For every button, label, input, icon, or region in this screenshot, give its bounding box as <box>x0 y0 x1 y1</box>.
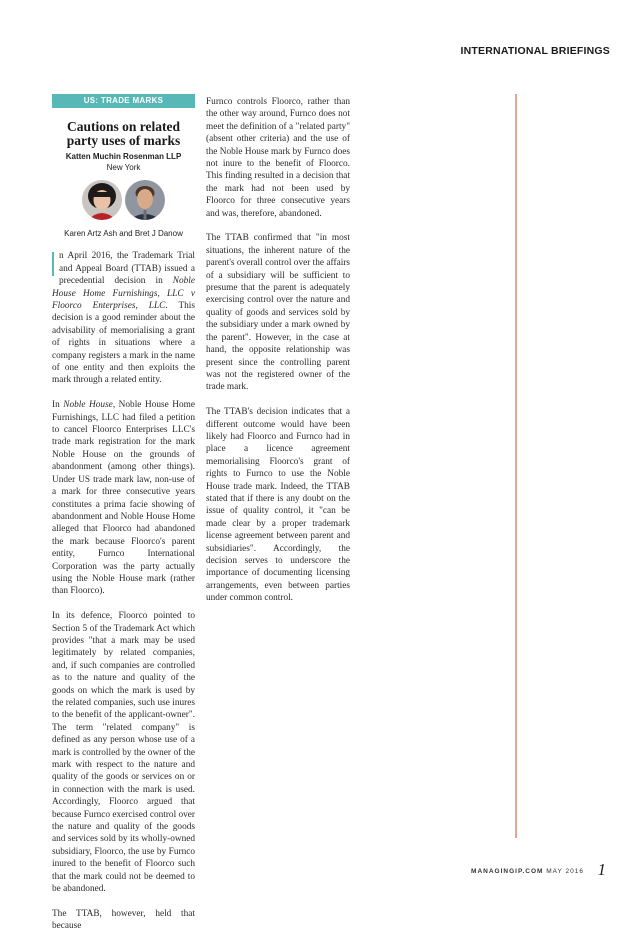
dropcap-bar <box>52 252 54 276</box>
author-names: Karen Artz Ash and Bret J Danow <box>64 229 183 238</box>
paragraph: The TTAB, however, held that because <box>52 908 195 932</box>
section-tag: US: TRADE MARKS <box>52 94 195 108</box>
author-photo-bret <box>125 180 165 220</box>
paragraph: The TTAB confirmed that "in most situations, the inherent nature of the parent's overall control over the affairs of a subsidiary will be sufficient to presume that the parent is adequately exercising control over the nature and quality of goods and services sold by the subsidiary under a mark owned by the parent". However, in the case at hand, the opposite relationship was present since the controlling parent was not the registered owner of the trade mark. <box>206 233 350 393</box>
article-headline: Cautions on related party uses of marks <box>66 119 181 148</box>
paragraph-intro-text: n April 2016, the Trademark Trial and Appeal Board (TTAB) issued a precedential decision in Noble House Home Furnishings, LLC v Floorco Enterprises, LLC. This decision is a good reminder about the advisability of memorialising a grant of rights in situations where a company registers a mark in the name of one entity and then exploits the mark through a related entity. <box>52 251 195 386</box>
page-footer <box>471 868 584 875</box>
paragraph: In its defence, Floorco pointed to Section 5 of the Trademark Act which provides "that a mark may be used legitimately by related companies, and, if such companies are controlled as to the nature and quality of the goods on which the mark is used by the related companies, such use inures to the benefit of the applicant-owner". The term "related company" is defined as any person whose use of a mark is controlled by the owner of the mark with respect to the nature and quality of the goods or services on or in connection with the mark is used. Accordingly, Floorco argued that because Furnco exercised control over the nature and quality of the goods and services sold by its wholly-owned subsidiary, Floorco, the use by Furnco inured to the benefit of Floorco such that the mark could not be deemed to be abandoned. <box>52 611 196 895</box>
article-column-right <box>206 96 350 617</box>
paragraph: In Noble House, Noble House Home Furnishings, LLC had filed a petition to cancel Floorco Enterprises LLC's trade mark registration for the mark Noble House on the grounds of abandonment (among other things). Under US trade mark law, non-use of a mark for three consecutive years constitutes a prima facie showing of abandonment and Noble House Home alleged that Floorco had abandoned the mark because Floorco's parent entity, Furnco International Corporation was the party actually using the Noble House mark (rather than Floorco). <box>52 400 195 597</box>
firm-name: Katten Muchin Rosenman LLP <box>65 152 182 161</box>
footer-issue: MAY 2016 <box>546 868 584 875</box>
author-photos <box>52 180 195 220</box>
author-photo-karen <box>82 180 122 220</box>
firm-city: New York <box>106 163 141 172</box>
paragraph-intro <box>52 250 195 386</box>
article-column-left <box>52 94 195 945</box>
page-number: 1 <box>597 860 606 879</box>
vertical-rule <box>515 94 517 838</box>
footer-site: MANAGINGIP.COM <box>471 868 544 875</box>
paragraph: Furnco controls Floorco, rather than the other way around, Furnco does not meet the definition of a "related party" (absent other criteria) and the use of the Noble House mark by Furnco does not inure to the benefit of Floorco. This finding resulted in a decision that the mark had not been used by Floorco for three consecutive years and was, therefore, abandoned. <box>206 97 350 219</box>
section-header-title: INTERNATIONAL BRIEFINGS <box>460 45 610 57</box>
paragraph: The TTAB's decision indicates that a different outcome would have been likely had Floorco and Furnco had in place a licence agreement memorialising Floorco's grant of rights to Furnco to use the Noble House trade mark. Indeed, the TTAB stated that if there is any doubt on the issue of quality control, it "can be made clear by a proper trademark license agreement between parent and subsidiaries". Accordingly, the decision serves to underscore the importance of documenting licensing arrangements, even between parties under common control. <box>206 407 350 604</box>
